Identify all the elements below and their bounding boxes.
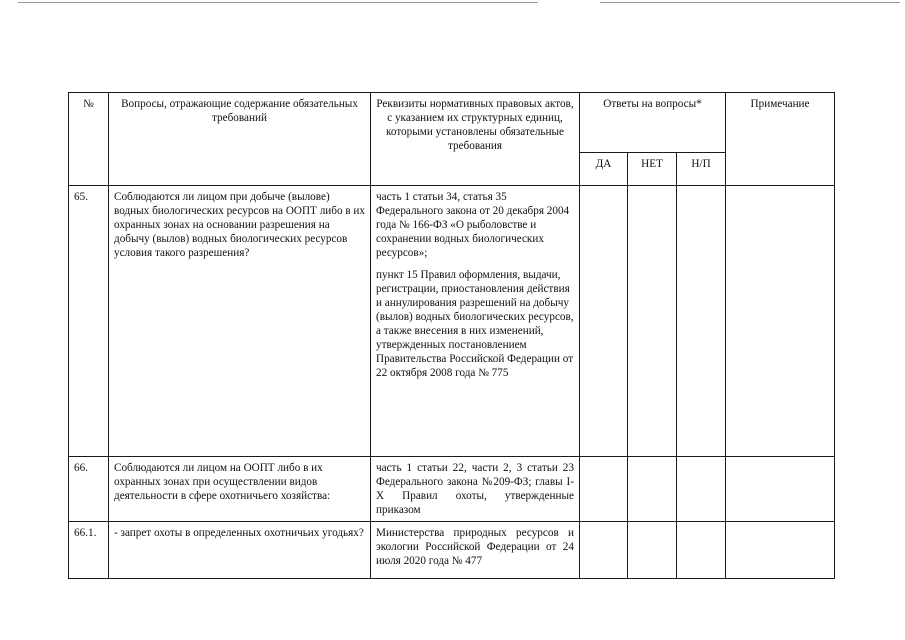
row-requisites [371, 522, 580, 579]
table-row [69, 457, 835, 522]
header-answers: Ответы на вопросы* [580, 93, 726, 153]
answer-no-cell[interactable] [628, 186, 677, 457]
answer-na-cell[interactable] [677, 457, 726, 522]
requisite-paragraph: Министерства природных ресурсов и экологии Российской Федерации от 24 июля 2020 года № 477 [376, 527, 574, 567]
header-answer-no: НЕТ [628, 152, 677, 185]
table-row [69, 186, 835, 457]
header-row [69, 93, 835, 153]
answer-yes-cell[interactable] [580, 522, 628, 579]
header-number: № [69, 93, 109, 186]
requirements-table [68, 92, 835, 579]
table-row [69, 522, 835, 579]
note-cell[interactable] [726, 186, 835, 457]
answer-yes-cell[interactable] [580, 186, 628, 457]
row-requisites [371, 186, 580, 457]
requisite-paragraph: часть 1 статьи 34, статья 35 Федерального закона от 20 декабря 2004 года № 166-ФЗ «О рыболовстве и сохранении водных биологических ресурсов»; [376, 191, 570, 259]
header-note: Примечание [726, 93, 835, 186]
row-question: Соблюдаются ли лицом на ООПТ либо в их охранных зонах при осуществлении видов деятельности в сфере охотничьего хозяйства: [109, 457, 371, 522]
answer-na-cell[interactable] [677, 522, 726, 579]
header-answer-na: Н/П [677, 152, 726, 185]
answer-no-cell[interactable] [628, 457, 677, 522]
requisite-paragraph: часть 1 статьи 22, части 2, 3 статьи 23 Федерального закона №209-ФЗ; главы I-X Правил охоты, утвержденные приказом [376, 462, 574, 516]
scan-top-line [18, 2, 538, 3]
header-requisites: Реквизиты нормативных правовых актов, с указанием их структурных единиц, которыми установлены обязательные требования [371, 93, 580, 186]
answer-no-cell[interactable] [628, 522, 677, 579]
row-number: 65. [69, 186, 109, 457]
header-questions: Вопросы, отражающие содержание обязательных требований [109, 93, 371, 186]
row-question: - запрет охоты в определенных охотничьих угодьях? [109, 522, 371, 579]
answer-yes-cell[interactable] [580, 457, 628, 522]
note-cell[interactable] [726, 457, 835, 522]
row-requisites [371, 457, 580, 522]
header-answer-yes: ДА [580, 152, 628, 185]
note-cell[interactable] [726, 522, 835, 579]
requisite-paragraph: пункт 15 Правил оформления, выдачи, регистрации, приостановления действия и аннулирования разрешений на добычу (вылов) водных биологических ресурсов, а также внесения в них изменений, утвержденных постановлением Правительства Российской Федерации от 22 октября 2008 года № 775 [376, 269, 574, 379]
row-number: 66.1. [69, 522, 109, 579]
scan-top-line-right [600, 2, 900, 3]
row-number: 66. [69, 457, 109, 522]
answer-na-cell[interactable] [677, 186, 726, 457]
row-question: Соблюдаются ли лицом при добыче (вылове) водных биологических ресурсов на ООПТ либо в их охранных зонах на основании разрешения на добычу (вылов) водных биологических ресурсов условия такого разрешения? [109, 186, 371, 457]
